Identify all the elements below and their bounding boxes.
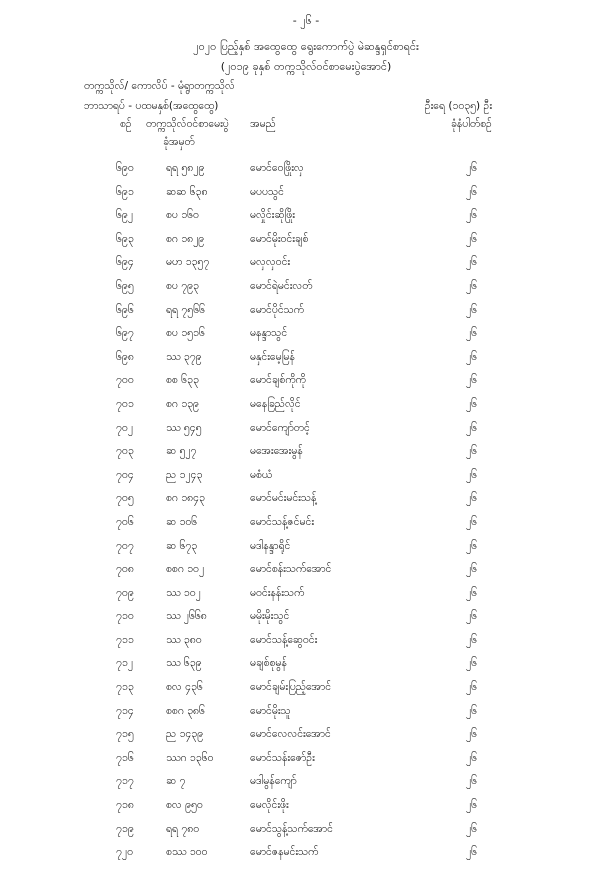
seat-value: ၂၆ — [466, 610, 478, 623]
exam-seat-id: ဆ ၁၀၆ — [166, 515, 198, 528]
row-number: ၇၁၄ — [116, 704, 134, 717]
row-number: ၇၁၅ — [116, 728, 134, 741]
list-item — [0, 634, 612, 658]
seat-value: ၂၆ — [466, 327, 478, 340]
row-number: ၇၂၀ — [116, 846, 133, 859]
seat-value: ၂၆ — [466, 586, 478, 599]
list-item — [0, 563, 612, 587]
candidate-name: မအေးအေးမွန် — [250, 445, 303, 458]
list-item — [0, 799, 612, 823]
exam-seat-id: ဿ ၁၀၂ — [166, 586, 201, 599]
row-number: ၇၀၇ — [116, 539, 134, 552]
seat-value: ၂၆ — [466, 657, 478, 670]
candidate-name: မမိုးမိုးသွင် — [250, 610, 290, 623]
seat-value: ၂၆ — [466, 445, 478, 458]
list-item — [0, 327, 612, 351]
seat-value: ၂၆ — [466, 492, 478, 505]
seat-value: ၂၆ — [466, 232, 478, 245]
row-number: ၇၁၆ — [116, 751, 134, 764]
exam-seat-id: ဿဂ ၁၃၆၀ — [166, 751, 214, 764]
exam-seat-id: ရရ ၇၈၀ — [166, 822, 200, 835]
candidate-name: မောင်ရဲမင်းလတ် — [250, 279, 313, 292]
seat-value: ၂၆ — [466, 681, 478, 694]
candidate-name: မောင်ဝေဖြိုးလှ — [250, 162, 304, 174]
seat-value: ၂၆ — [466, 822, 478, 835]
row-number: ၇၀၀ — [116, 374, 134, 387]
seat-value: ၂၆ — [466, 185, 478, 198]
candidate-name: မောင်ပိုင်သက် — [250, 303, 305, 316]
candidate-name: မောင်သန့်ဆွေဝင်း — [250, 633, 318, 646]
exam-seat-id: ဿ ၅၄၅ — [166, 421, 202, 434]
row-number: ၆၉၁ — [116, 185, 134, 198]
candidate-name: မလှိုင်းဆိုဖြိုး — [250, 209, 295, 222]
row-number: ၇၁၇ — [116, 775, 134, 788]
seat-value: ၂၆ — [466, 704, 478, 717]
seat-value: ၂၆ — [466, 397, 478, 410]
seat-value: ၂၆ — [466, 775, 478, 788]
row-number: ၆၉၄ — [116, 256, 134, 269]
row-number: ၇၀၆ — [116, 515, 134, 528]
candidate-name: မောင်သွန့်သက်အောင် — [250, 822, 333, 835]
exam-seat-id: ဆ ၅၂၇ — [166, 445, 197, 458]
candidate-name: မနေခြည်လိုင် — [250, 397, 301, 410]
list-item — [0, 469, 612, 493]
row-number: ၇၁၉ — [116, 822, 134, 835]
list-item — [0, 374, 612, 398]
candidate-name: မေလိုင်းဖိုး — [250, 799, 289, 812]
exam-seat-id: ဆ ၇ — [166, 775, 186, 788]
total-count: ဦးရေ (၁၀၃၅) ဦး — [424, 100, 492, 112]
exam-seat-id: ဿ ၆၃၉ — [166, 657, 202, 670]
list-item — [0, 256, 612, 280]
seat-value: ၂၆ — [466, 374, 478, 387]
list-item — [0, 610, 612, 634]
list-item — [0, 728, 612, 752]
list-item — [0, 657, 612, 681]
candidate-name: မနန္ဒာသွင် — [250, 327, 288, 340]
column-header-name: အမည် — [250, 118, 276, 130]
exam-seat-id: စစ ၆၃၃ — [166, 374, 199, 387]
row-number: ၇၁၂ — [116, 657, 133, 670]
candidate-name: မနှင်းမေ့မြန် — [250, 350, 295, 363]
exam-seat-id: စစဂ ၁၀၂ — [166, 563, 205, 576]
candidate-name: မောင်မိုးဝင်းချစ် — [250, 232, 309, 245]
list-item — [0, 823, 612, 847]
seat-value: ၂၆ — [466, 799, 478, 812]
exam-seat-id: ဿ ၃၈၀ — [166, 633, 202, 646]
row-number: ၆၉၅ — [116, 279, 134, 292]
row-number: ၇၀၂ — [116, 421, 133, 434]
row-number: ၇၁၀ — [116, 610, 134, 623]
list-item — [0, 587, 612, 611]
exam-seat-id: ရရ ၅၈၂၉ — [166, 162, 205, 174]
exam-seat-id: မဟ ၁၃၅၇ — [166, 256, 210, 269]
candidate-list — [0, 162, 612, 870]
seat-value: ၂၆ — [466, 633, 478, 646]
row-number: ၇၀၈ — [116, 563, 134, 576]
list-item — [0, 445, 612, 469]
exam-seat-id: စဂ ၁၈၂၉ — [166, 232, 205, 245]
candidate-name: မောင်သန့်ဇင်မင်း — [250, 515, 314, 528]
row-number: ၆၉၃ — [116, 232, 134, 245]
list-item — [0, 398, 612, 422]
exam-seat-id: စပ ၁၆၀ — [166, 209, 199, 222]
list-item — [0, 162, 612, 186]
list-item — [0, 304, 612, 328]
row-number: ၇၀၃ — [116, 445, 134, 458]
candidate-name: မချစ်စုမွန် — [250, 657, 287, 670]
exam-seat-id: ည ၁၂၄၃ — [166, 468, 203, 481]
candidate-name: မောင်မင်းမင်းသန့် — [250, 492, 317, 505]
seat-value: ၂၆ — [466, 350, 478, 363]
seat-value: ၂၆ — [466, 846, 478, 859]
candidate-name: မောင်မိုးသူ — [250, 704, 291, 717]
candidate-name: မောင်စန်းသက်အောင် — [250, 563, 332, 576]
list-item — [0, 351, 612, 375]
candidate-name: မဒါနန္ဒာရိုင် — [250, 539, 291, 552]
row-number: ၇၁၁ — [116, 633, 134, 646]
seat-value: ၂၆ — [466, 303, 478, 316]
row-number: ၇၀၉ — [116, 586, 134, 599]
list-item — [0, 280, 612, 304]
candidate-name: မပပသွင် — [250, 185, 284, 198]
exam-seat-id: ဆ ၆၇၃ — [166, 539, 198, 552]
exam-seat-id: စလ ၉၅၀ — [166, 799, 203, 812]
seat-value: ၂၆ — [466, 539, 478, 552]
column-header-no: စဉ် — [120, 118, 132, 130]
list-item — [0, 775, 612, 799]
list-item — [0, 209, 612, 233]
row-number: ၇၀၁ — [116, 397, 134, 410]
exam-seat-id: ဿ ၃၇၉ — [166, 350, 202, 363]
row-number: ၆၉၀ — [116, 162, 134, 174]
row-number: ၇၁၃ — [116, 681, 134, 694]
seat-value: ၂၆ — [466, 515, 478, 528]
list-item — [0, 752, 612, 776]
row-number: ၇၁၈ — [116, 799, 134, 812]
list-item — [0, 233, 612, 257]
row-number: ၇၀၄ — [116, 468, 134, 481]
list-item — [0, 846, 612, 870]
candidate-name: မောင်ချမ်းပြည့်အောင် — [250, 681, 332, 694]
seat-value: ၂၆ — [466, 256, 478, 269]
candidate-name: မောင်ကျော်တင့် — [250, 421, 310, 434]
seat-value: ၂၆ — [466, 563, 478, 576]
row-number: ၇၀၅ — [116, 492, 134, 505]
list-item — [0, 516, 612, 540]
candidate-name: မဒါမွန်ကျော် — [250, 775, 297, 788]
list-item — [0, 681, 612, 705]
row-number: ၆၉၇ — [116, 327, 134, 340]
row-number: ၆၉၂ — [116, 209, 133, 222]
exam-seat-id: ဿ ၂၆၆၈ — [166, 610, 207, 623]
row-number: ၆၉၈ — [116, 350, 134, 363]
seat-value: ၂၆ — [466, 279, 478, 292]
exam-seat-id: စဂ ၁၃၉ — [166, 397, 199, 410]
list-item — [0, 492, 612, 516]
document-subtitle: (၂၀၁၉ ခုနှစ် တက္ကသိုလ်ဝင်စာမေးပွဲအောင်) — [220, 60, 392, 73]
candidate-name: မလှလှဝင်း — [250, 256, 291, 269]
seat-number-header: ခုံနံပါတ်စဉ် — [450, 118, 492, 130]
exam-seat-id: စပ ၁၅၁၆ — [166, 327, 205, 340]
list-item — [0, 186, 612, 210]
university-label: တက္ကသိုလ်/ ကောလိပ် - မုံရွာတက္ကသိုလ် — [84, 80, 235, 92]
list-item — [0, 422, 612, 446]
seat-value: ၂၆ — [466, 468, 478, 481]
column-header-exam-id-line2: ခုံအမှတ် — [163, 136, 195, 148]
exam-seat-id: စဿ ၁၀၀ — [166, 846, 208, 859]
seat-value: ၂၆ — [466, 209, 478, 222]
page-number: - ၂၆ - — [292, 14, 320, 27]
seat-value: ၂၆ — [466, 751, 478, 764]
candidate-name: မောင်ချစ်ကိုကို — [250, 374, 306, 387]
candidate-name: မစံယံ — [250, 468, 273, 481]
exam-seat-id: စစဂ ၃၈၆ — [166, 704, 205, 717]
exam-seat-id: ရရ ၇၅၆၆ — [166, 303, 206, 316]
column-header-exam-id: တက္ကသိုလ်ဝင်စာမေးပွဲ — [146, 118, 229, 130]
list-item — [0, 540, 612, 564]
exam-seat-id: စဂ ၁၈၄၃ — [166, 492, 205, 505]
exam-seat-id: ဆဆ ၆၃၈ — [166, 185, 208, 198]
seat-value: ၂၆ — [466, 421, 478, 434]
exam-seat-id: စပ ၇၉၃ — [166, 279, 199, 292]
subject-label: ဘာသာရပ် - ပထမနှစ်(အထွေထွေ) — [84, 100, 219, 112]
row-number: ၆၉၆ — [116, 303, 134, 316]
seat-value: ၂၆ — [466, 162, 478, 174]
candidate-name: မောင်လေလင်းအောင် — [250, 728, 331, 741]
candidate-name: မောင်သန်းဇော်ဦး — [250, 751, 315, 764]
document-title: ၂၀၂၀ ပြည့်နှစ် အထွေထွေ ရွေးကောက်ပွဲ မဲဆန္ဒရှင်စာရင်း — [193, 40, 419, 53]
exam-seat-id: ည ၁၄၃၉ — [166, 728, 204, 741]
candidate-name: မောင်ဇနမင်းသက် — [250, 846, 319, 859]
candidate-name: မဝင်းနန်းသက် — [250, 586, 305, 599]
seat-value: ၂၆ — [466, 728, 478, 741]
list-item — [0, 705, 612, 729]
exam-seat-id: စလ ၄၃၆ — [166, 681, 203, 694]
